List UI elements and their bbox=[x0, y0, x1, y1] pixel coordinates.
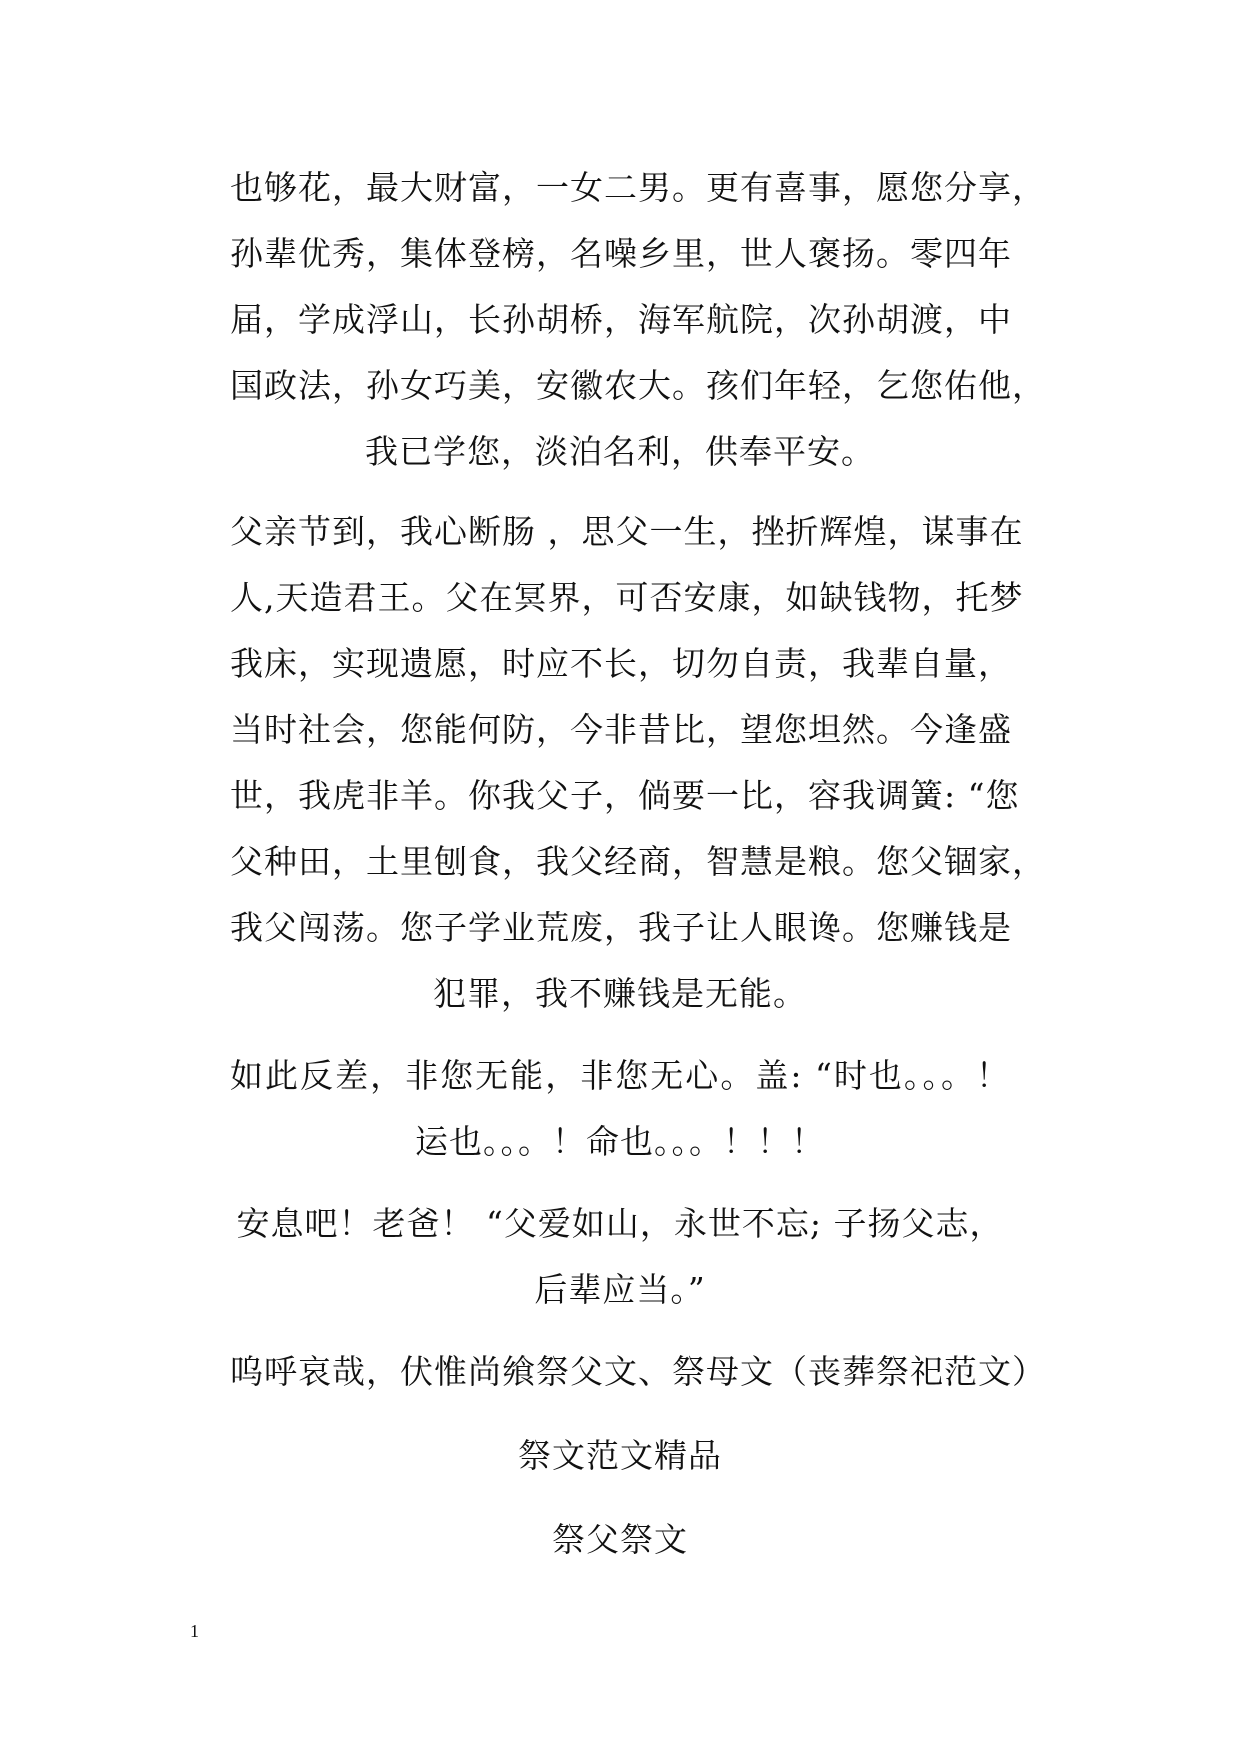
paragraph-4-line-1: 安息吧！老爸！ “父爱如山，永世不忘; 子扬父志， bbox=[236, 1204, 1004, 1243]
paragraph-3-line-2: 运也。。。！命也。。。！！！ bbox=[415, 1122, 825, 1161]
paragraph-2-line-8: 犯罪，我不赚钱是无能。 bbox=[433, 974, 807, 1013]
paragraph-2-line-7: 我父闯荡。您子学业荒废，我子让人眼谗。您赚钱是 bbox=[230, 908, 1012, 947]
section-subheading: 祭父祭文 bbox=[552, 1520, 688, 1559]
paragraph-1-line-4: 国政法，孙女巧美，安徽农大。孩们年轻，乞您佑他， bbox=[230, 366, 1046, 405]
paragraph-2-line-5: 世，我虎非羊。你我父子，倘要一比，容我调簧: “您 bbox=[230, 776, 1020, 815]
paragraph-3-line-1: 如此反差，非您无能，非您无心。盖: “时也。。。！ bbox=[230, 1056, 1010, 1095]
paragraph-4-line-2: 后辈应当。” bbox=[534, 1270, 706, 1309]
paragraph-2-line-6: 父种田，土里刨食，我父经商，智慧是粮。您父锢家， bbox=[230, 842, 1046, 881]
paragraph-1-line-5: 我已学您，淡泊名利，供奉平安。 bbox=[365, 432, 875, 471]
paragraph-2-line-3: 我床，实现遗愿，时应不长，切勿自责，我辈自量， bbox=[230, 644, 1012, 683]
paragraph-2-line-1: 父亲节到，我心断肠 ，思父一生，挫折辉煌，谋事在 bbox=[230, 512, 1024, 551]
closing-line: 呜呼哀哉，伏惟尚飨祭父文、祭母文（丧葬祭祀范文） bbox=[230, 1352, 1046, 1391]
paragraph-1-line-3: 届，学成浮山，长孙胡桥，海军航院，次孙胡渡，中 bbox=[230, 300, 1012, 339]
section-heading: 祭文范文精品 bbox=[518, 1436, 722, 1475]
page-number: 1 bbox=[190, 1621, 199, 1641]
paragraph-1-line-1: 也够花，最大财富，一女二男。更有喜事，愿您分享， bbox=[230, 168, 1046, 207]
paragraph-2-line-2: 人,天造君王。父在冥界，可否安康，如缺钱物，托梦 bbox=[230, 578, 1024, 617]
paragraph-1-line-2: 孙辈优秀，集体登榜，名噪乡里，世人褒扬。零四年 bbox=[230, 234, 1012, 273]
paragraph-2-line-4: 当时社会，您能何防，今非昔比，望您坦然。今逢盛 bbox=[230, 710, 1012, 749]
